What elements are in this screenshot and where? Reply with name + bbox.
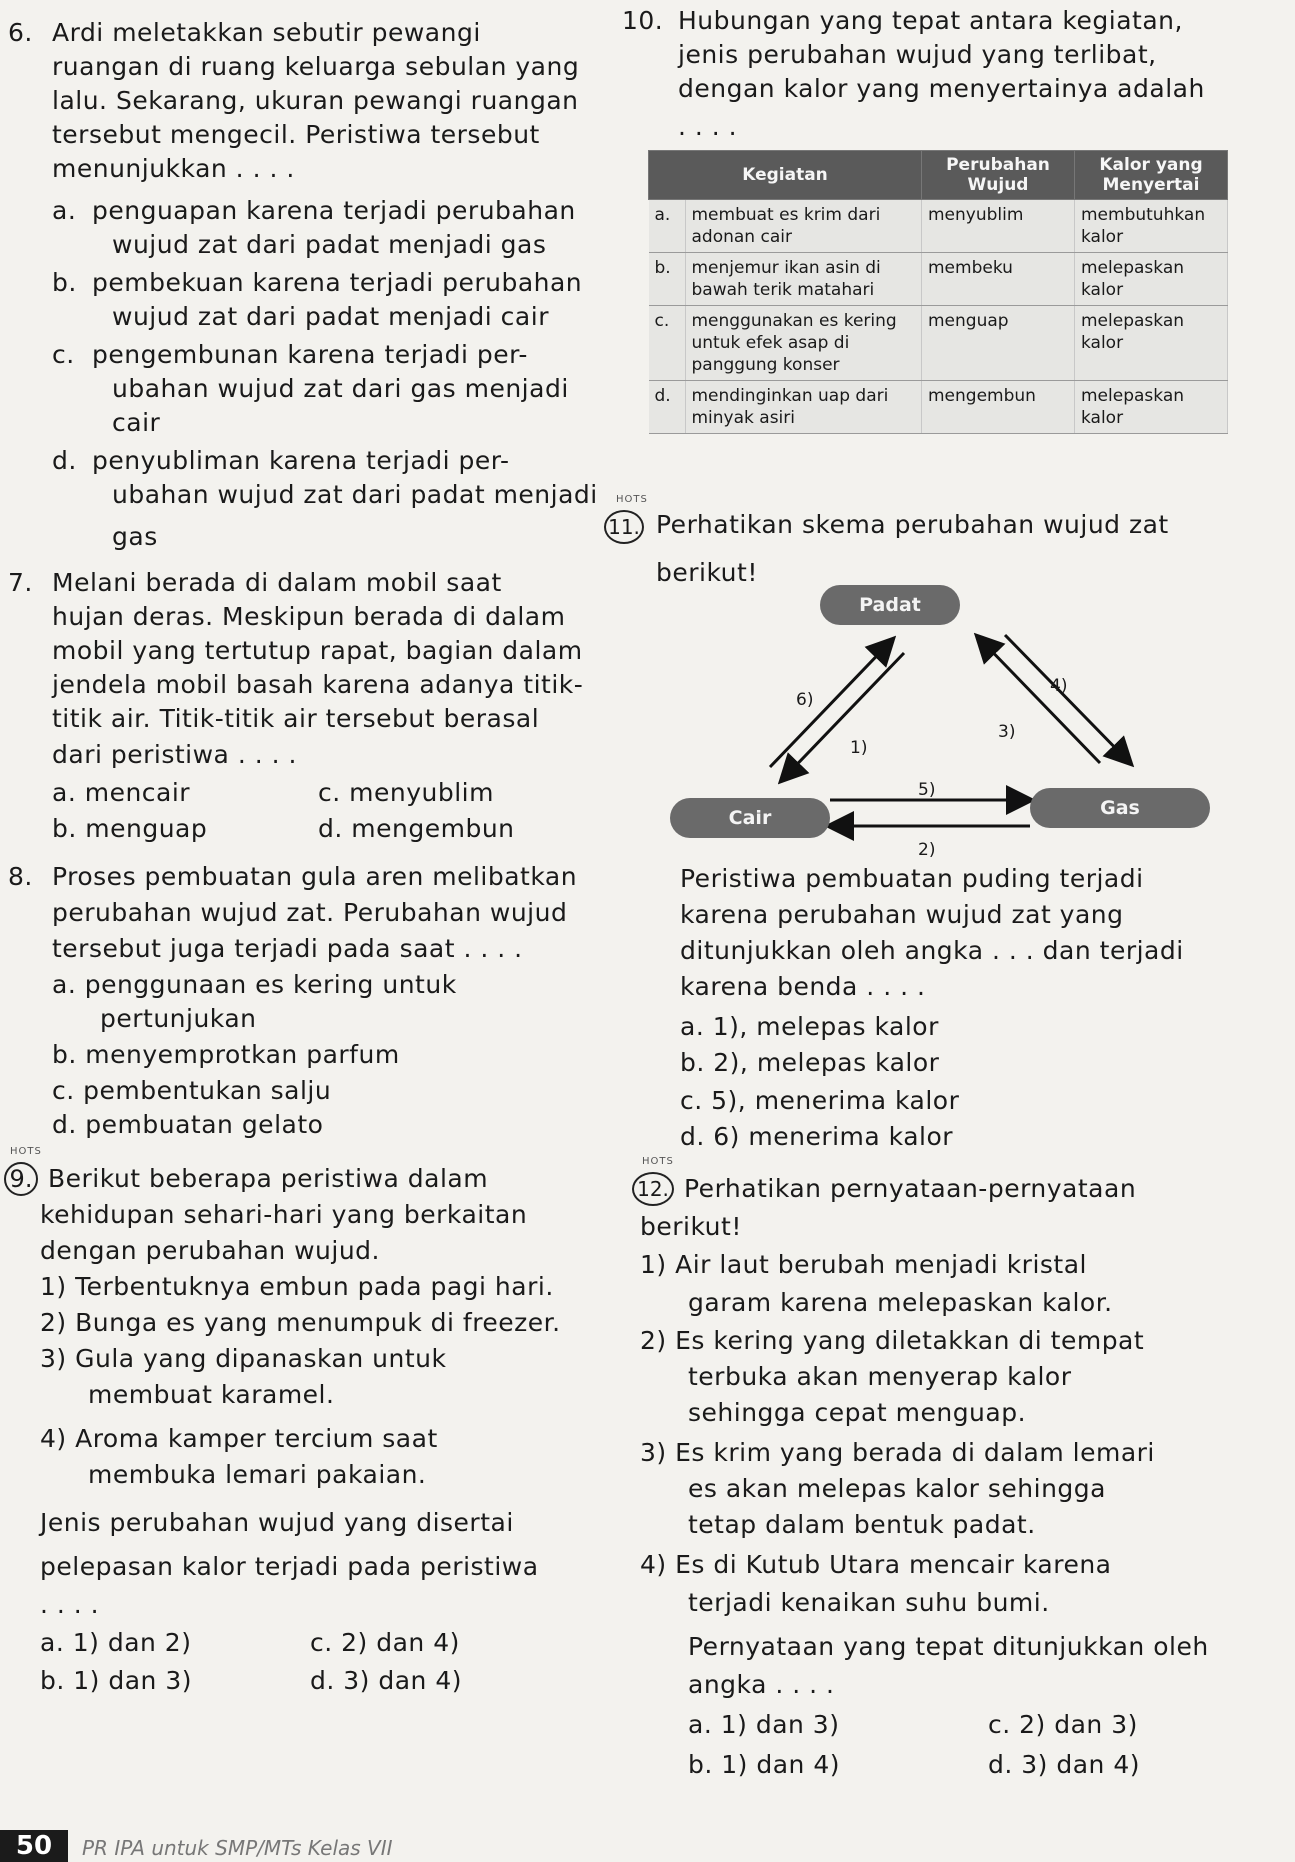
q7-option-c: c. menyublim xyxy=(318,778,494,807)
q6-line: lalu. Sekarang, ukuran pewangi ruangan xyxy=(52,86,579,115)
q9-option-d: d. 3) dan 4) xyxy=(310,1666,463,1695)
q8-number: 8. xyxy=(8,862,33,891)
table-cell: mengembun xyxy=(922,381,1075,434)
q10-line: . . . . xyxy=(678,112,738,141)
q6-option-c: cair xyxy=(112,408,161,437)
q11-stem: Peristiwa pembuatan puding terjadi xyxy=(680,864,1144,893)
table-cell: b. xyxy=(649,253,686,306)
table-header-row xyxy=(649,151,1228,200)
q11-option-a: a. 1), melepas kalor xyxy=(680,1012,939,1041)
q11-option-c: c. 5), menerima kalor xyxy=(680,1086,960,1115)
q6-option-d: ubahan wujud zat dari padat menjadi xyxy=(112,480,598,509)
q7-line: dari peristiwa . . . . xyxy=(52,740,297,769)
hots-label: HOTS xyxy=(642,1156,674,1167)
table-cell: c. xyxy=(649,306,686,381)
q6-option-letter: c. xyxy=(52,340,75,369)
q8-line: tersebut juga terjadi pada saat . . . . xyxy=(52,934,523,963)
page-number: 50 xyxy=(0,1830,68,1862)
q10-line: dengan kalor yang menyertainya adalah xyxy=(678,74,1205,103)
q11-number: 11. xyxy=(604,510,644,544)
q7-option-d: d. mengembun xyxy=(318,814,515,843)
q7-line: mobil yang tertutup rapat, bagian dalam xyxy=(52,636,583,665)
node-gas: Gas xyxy=(1030,788,1210,828)
table-cell: d. xyxy=(649,381,686,434)
q8-option-d: d. pembuatan gelato xyxy=(52,1110,324,1139)
q12-item: es akan melepas kalor sehingga xyxy=(688,1474,1106,1503)
q7-line: hujan deras. Meskipun berada di dalam xyxy=(52,602,566,631)
q9-option-a: a. 1) dan 2) xyxy=(40,1628,192,1657)
table-cell: menjemur ikan asin di bawah terik matahari xyxy=(685,253,922,306)
arrow-3 xyxy=(1005,635,1130,763)
q6-option-a: penguapan karena terjadi perubahan xyxy=(92,196,576,225)
q6-option-b: pembekuan karena terjadi perubahan xyxy=(92,268,583,297)
table-cell: menggunakan es kering untuk efek asap di panggung konser xyxy=(685,306,922,381)
table-header: Kegiatan xyxy=(649,151,922,200)
q12-option-d: d. 3) dan 4) xyxy=(988,1750,1141,1779)
q7-line: titik air. Titik-titik air tersebut berasal xyxy=(52,704,540,733)
q11-option-d: d. 6) menerima kalor xyxy=(680,1122,954,1151)
q12-item: 2) Es kering yang diletakkan di tempat xyxy=(640,1326,1145,1355)
table-cell: membuat es krim dari adonan cair xyxy=(685,200,922,253)
q9-item: 4) Aroma kamper tercium saat xyxy=(40,1424,438,1453)
diagram-label: 2) xyxy=(918,840,936,860)
diagram-label: 4) xyxy=(1050,676,1068,696)
q11-line: Perhatikan skema perubahan wujud zat xyxy=(656,510,1169,539)
table-row xyxy=(649,253,1228,306)
footer-text: PR IPA untuk SMP/MTs Kelas VII xyxy=(82,1836,393,1860)
q9-option-c: c. 2) dan 4) xyxy=(310,1628,460,1657)
q12-option-c: c. 2) dan 3) xyxy=(988,1710,1138,1739)
table-cell: melepaskan kalor xyxy=(1075,381,1228,434)
q9-stem: pelepasan kalor terjadi pada peristiwa xyxy=(40,1552,539,1581)
q6-line: tersebut mengecil. Peristiwa tersebut xyxy=(52,120,540,149)
table-header: Kalor yang Menyertai xyxy=(1075,151,1228,200)
node-cair: Cair xyxy=(670,798,830,838)
table-row xyxy=(649,306,1228,381)
q10-line: Hubungan yang tepat antara kegiatan, xyxy=(678,6,1183,35)
q11-stem: karena perubahan wujud zat yang xyxy=(680,900,1124,929)
table-cell: a. xyxy=(649,200,686,253)
q10-line: jenis perubahan wujud yang terlibat, xyxy=(678,40,1157,69)
diagram-label: 3) xyxy=(998,722,1016,742)
q12-item: garam karena melepaskan kalor. xyxy=(688,1288,1113,1317)
q12-number: 12. xyxy=(632,1172,674,1206)
table-row xyxy=(649,381,1228,434)
q6-line: menunjukkan . . . . xyxy=(52,154,295,183)
q12-item: terbuka akan menyerap kalor xyxy=(688,1362,1072,1391)
q12-item: terjadi kenaikan suhu bumi. xyxy=(688,1588,1050,1617)
q8-line: Proses pembuatan gula aren melibatkan xyxy=(52,862,578,891)
q9-item: 3) Gula yang dipanaskan untuk xyxy=(40,1344,447,1373)
table-cell: melepaskan kalor xyxy=(1075,306,1228,381)
q6-line: ruangan di ruang keluarga sebulan yang xyxy=(52,52,580,81)
q7-option-a: a. mencair xyxy=(52,778,191,807)
diagram-label: 1) xyxy=(850,738,868,758)
q8-option-a: pertunjukan xyxy=(100,1004,257,1033)
q10-table xyxy=(648,150,1228,434)
q9-item: membuat karamel. xyxy=(88,1380,335,1409)
q12-item: 4) Es di Kutub Utara mencair karena xyxy=(640,1550,1112,1579)
q12-stem: angka . . . . xyxy=(688,1670,835,1699)
q9-line: Berikut beberapa peristiwa dalam xyxy=(48,1164,489,1193)
q6-option-letter: a. xyxy=(52,196,77,225)
q12-line: Perhatikan pernyataan-pernyataan xyxy=(684,1174,1137,1203)
table-header: Perubahan Wujud xyxy=(922,151,1075,200)
q6-option-b: wujud zat dari padat menjadi cair xyxy=(112,302,549,331)
q12-option-b: b. 1) dan 4) xyxy=(688,1750,841,1779)
q9-item: 1) Terbentuknya embun pada pagi hari. xyxy=(40,1272,554,1301)
arrow-1 xyxy=(782,653,904,780)
table-cell: membutuhkan kalor xyxy=(1075,200,1228,253)
hots-label: HOTS xyxy=(10,1146,42,1157)
q6-option-c: ubahan wujud zat dari gas menjadi xyxy=(112,374,569,403)
q8-option-c: c. pembentukan salju xyxy=(52,1076,332,1105)
q12-item: sehingga cepat menguap. xyxy=(688,1398,1027,1427)
q6-option-letter: b. xyxy=(52,268,77,297)
diagram-label: 6) xyxy=(796,690,814,710)
q11-stem: karena benda . . . . xyxy=(680,972,926,1001)
table-cell: menyublim xyxy=(922,200,1075,253)
q8-line: perubahan wujud zat. Perubahan wujud xyxy=(52,898,568,927)
node-padat: Padat xyxy=(820,585,960,625)
hots-label: HOTS xyxy=(616,494,648,505)
table-cell: mendinginkan uap dari minyak asiri xyxy=(685,381,922,434)
q8-option-a: a. penggunaan es kering untuk xyxy=(52,970,457,999)
q9-number: 9. xyxy=(4,1162,38,1196)
q12-line: berikut! xyxy=(640,1212,742,1241)
q9-stem: . . . . xyxy=(40,1590,100,1619)
q8-option-b: b. menyemprotkan parfum xyxy=(52,1040,400,1069)
q9-item: membuka lemari pakaian. xyxy=(88,1460,427,1489)
q6-option-letter: d. xyxy=(52,446,77,475)
q12-item: 3) Es krim yang berada di dalam lemari xyxy=(640,1438,1155,1467)
arrow-4 xyxy=(978,637,1100,763)
arrow-6 xyxy=(770,640,892,767)
q12-item: 1) Air laut berubah menjadi kristal xyxy=(640,1250,1087,1279)
table-cell: membeku xyxy=(922,253,1075,306)
table-cell: melepaskan kalor xyxy=(1075,253,1228,306)
q6-number: 6. xyxy=(8,18,33,47)
q6-line: Ardi meletakkan sebutir pewangi xyxy=(52,18,481,47)
q6-option-a: wujud zat dari padat menjadi gas xyxy=(112,230,547,259)
q10-number: 10. xyxy=(622,6,664,35)
table-cell: menguap xyxy=(922,306,1075,381)
q7-line: Melani berada di dalam mobil saat xyxy=(52,568,502,597)
q6-option-d: gas xyxy=(112,522,158,551)
q6-option-d: penyubliman karena terjadi per- xyxy=(92,446,510,475)
table-row xyxy=(649,200,1228,253)
q7-number: 7. xyxy=(8,568,33,597)
q11-stem: ditunjukkan oleh angka . . . dan terjadi xyxy=(680,936,1184,965)
q9-stem: Jenis perubahan wujud yang disertai xyxy=(40,1508,514,1537)
q9-line: dengan perubahan wujud. xyxy=(40,1236,380,1265)
q7-line: jendela mobil basah karena adanya titik- xyxy=(52,670,584,699)
q12-stem: Pernyataan yang tepat ditunjukkan oleh xyxy=(688,1632,1209,1661)
diagram-label: 5) xyxy=(918,780,936,800)
q7-option-b: b. menguap xyxy=(52,814,208,843)
q9-line: kehidupan sehari-hari yang berkaitan xyxy=(40,1200,528,1229)
q11-option-b: b. 2), melepas kalor xyxy=(680,1048,940,1077)
q11-line: berikut! xyxy=(656,558,758,587)
q9-item: 2) Bunga es yang menumpuk di freezer. xyxy=(40,1308,561,1337)
q6-option-c: pengembunan karena terjadi per- xyxy=(92,340,528,369)
q12-option-a: a. 1) dan 3) xyxy=(688,1710,840,1739)
q9-option-b: b. 1) dan 3) xyxy=(40,1666,193,1695)
q12-item: tetap dalam bentuk padat. xyxy=(688,1510,1036,1539)
